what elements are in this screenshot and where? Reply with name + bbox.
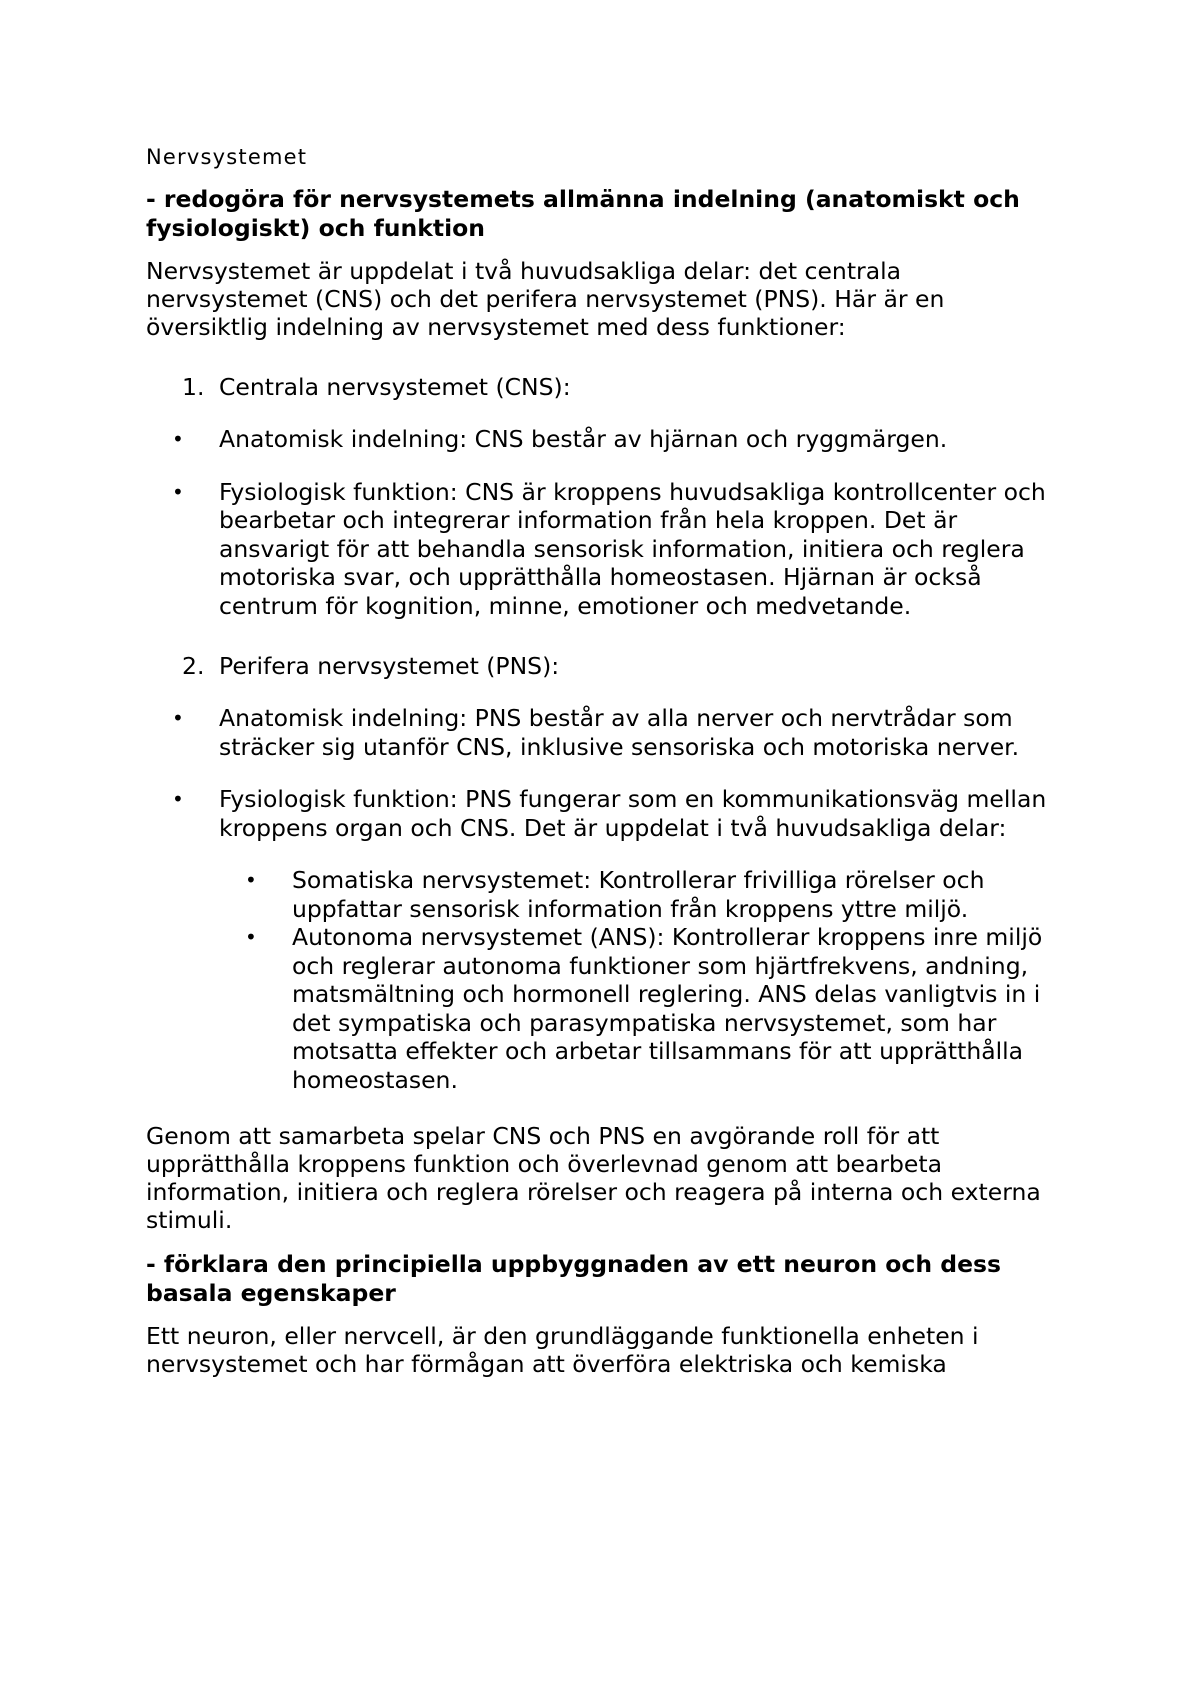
numbered-item xyxy=(146,373,1066,401)
sub-bullet-item xyxy=(219,866,1066,923)
numbered-item xyxy=(146,652,1066,680)
section1-heading: - redogöra för nervsystemets allmänna indelning (anatomiskt och fysiologiskt) och funktion xyxy=(146,185,1020,242)
item-number: 2. xyxy=(182,652,205,680)
item-label: Centrala nervsystemet (CNS): xyxy=(219,373,571,401)
sub-bullet-item xyxy=(219,923,1066,1094)
bullet-item xyxy=(146,425,1066,454)
bullet-item xyxy=(146,478,1066,621)
bullet-list xyxy=(146,704,1066,1094)
bullet-icon: • xyxy=(172,787,184,811)
bullet-text: Fysiologisk funktion: PNS fungerar som en kommunikationsväg mellan kroppens organ och CNS. Det är uppdelat i två huvudsakliga delar: xyxy=(219,785,1047,842)
list-item-pns xyxy=(146,652,1066,1094)
bullet-item xyxy=(146,785,1066,1094)
bullet-icon: • xyxy=(172,427,184,451)
section2-heading: - förklara den principiella uppbyggnaden av ett neuron och dess basala egenskaper xyxy=(146,1250,1002,1307)
document-content xyxy=(146,143,1066,1394)
section1-intro: Nervsystemet är uppdelat i två huvudsakliga delar: det centrala nervsystemet (CNS) och det perifera nervsystemet (PNS). Här är en översiktlig indelning av nervsystemet med dess funktioner: xyxy=(146,257,945,341)
sub-bullet-text: Somatiska nervsystemet: Kontrollerar frivilliga rörelser och uppfattar sensorisk information från kroppens yttre miljö. xyxy=(292,866,985,923)
bullet-text: Anatomisk indelning: PNS består av alla nerver och nervtrådar som sträcker sig utanför CNS, inklusive sensoriska och motoriska nerver. xyxy=(219,704,1020,761)
bullet-text: Fysiologisk funktion: CNS är kroppens huvudsakliga kontrollcenter och bearbetar och integrerar information från hela kroppen. Det är ansvarigt för att behandla sensorisk information, initiera och reglera motoriska svar, och upprätthålla homeostasen. Hjärnan är också centrum för kognition, minne, emotioner och medvetande. xyxy=(219,477,1046,620)
bullet-list xyxy=(146,425,1066,620)
item-label: Perifera nervsystemet (PNS): xyxy=(219,652,560,680)
main-numbered-list xyxy=(146,373,1066,1094)
bullet-icon: • xyxy=(245,868,257,892)
section1-conclusion: Genom att samarbeta spelar CNS och PNS en avgörande roll för att upprätthålla kroppens funktion och överlevnad genom att bearbeta information, initiera och reglera rörelser och reagera på interna och externa stimuli. xyxy=(146,1122,1041,1234)
bullet-icon: • xyxy=(245,925,257,949)
sub-bullet-text: Autonoma nervsystemet (ANS): Kontrollerar kroppens inre miljö och reglerar autonoma funktioner som hjärtfrekvens, andning, matsmältning och hormonell reglering. ANS delas vanligtvis in i det sympatiska och parasympatiska nervsystemet, som har motsatta effekter och arbetar tillsammans för att upprätthålla homeostasen. xyxy=(292,923,1043,1094)
bullet-icon: • xyxy=(172,706,184,730)
section2-intro: Ett neuron, eller nervcell, är den grundläggande funktionella enheten i nervsystemet och har förmågan att överföra elektriska och kemiska xyxy=(146,1322,979,1378)
item-number: 1. xyxy=(182,373,205,401)
document-title: Nervsystemet xyxy=(146,145,308,169)
bullet-text: Anatomisk indelning: CNS består av hjärnan och ryggmärgen. xyxy=(219,425,948,453)
sub-bullet-list xyxy=(219,866,1066,1094)
list-item-cns xyxy=(146,373,1066,620)
bullet-icon: • xyxy=(172,479,184,504)
bullet-item xyxy=(146,704,1066,761)
